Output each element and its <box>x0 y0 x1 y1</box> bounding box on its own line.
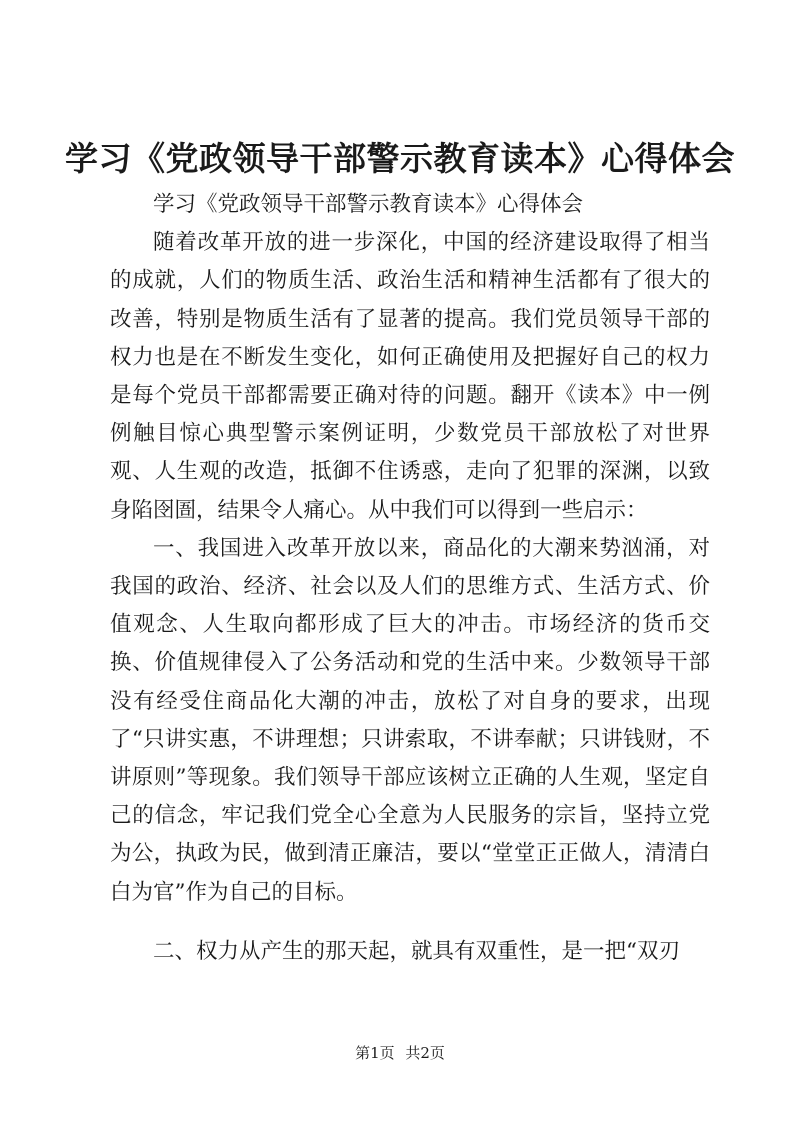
page-total: 共2页 <box>405 1044 445 1062</box>
paragraph-2: 一、我国进入改革开放以来，商品化的大潮来势汹涌，对我国的政治、经济、社会以及人们的思维方式、生活方式、价值观念、人生取向都形成了巨大的冲击。市场经济的货币交换、价值规律侵入了公务活动和党的生活中来。少数领导干部没有经受住商品化大潮的冲击，放松了对自身的要求，出现了“只讲实惠，不讲理想；只讲索取，不讲奉献；只讲钱财，不讲原则”等现象。我们领导干部应该树立正确的人生观，坚定自己的信念，牢记我们党全心全意为人民服务的宗旨，坚持立党为公，执政为民，做到清正廉洁，要以“堂堂正正做人，清清白白为官”作为自己的目标。 <box>110 535 710 905</box>
document-body <box>110 186 710 971</box>
document-title: 学习《党政领导干部警示教育读本》心得体会 <box>65 139 735 178</box>
page-number: 第1页 <box>355 1044 395 1062</box>
document-subtitle: 学习《党政领导干部警示教育读本》心得体会 <box>153 192 584 217</box>
paragraph-1: 随着改革开放的进一步深化，中国的经济建设取得了相当的成就，人们的物质生活、政治生活和精神生活都有了很大的改善，特别是物质生活有了显著的提高。我们党员领导干部的权力也是在不断发生变化，如何正确使用及把握好自己的权力是每个党员干部都需要正确对待的问题。翻开《读本》中一例例触目惊心典型警示案例证明，少数党员干部放松了对世界观、人生观的改造，抵御不住诱惑，走向了犯罪的深渊，以致身陷囹圄，结果令人痛心。从中我们可以得到一些启示： <box>110 230 710 523</box>
page-footer <box>0 1042 800 1064</box>
paragraph-3: 二、权力从产生的那天起，就具有双重性，是一把“双刃 <box>153 938 680 964</box>
